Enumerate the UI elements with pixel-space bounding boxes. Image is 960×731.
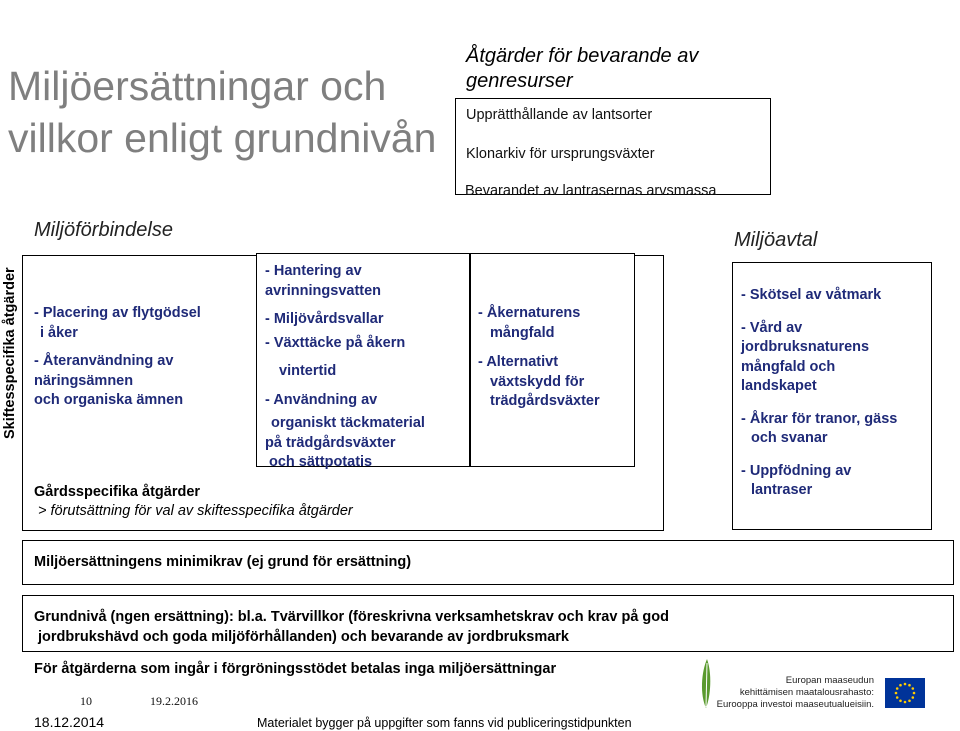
box3: [470, 253, 635, 467]
box2-text: [265, 262, 469, 473]
genetic-resources-title: [466, 44, 766, 94]
box1-line: och organiska ämnen: [34, 392, 184, 408]
eu-fund-line: Eurooppa investoi maaseutualueisiin.: [716, 699, 874, 710]
box2-line: - Miljövårdsvallar: [265, 311, 384, 327]
box3-line: växtskydd för: [490, 373, 585, 390]
footer-note: Materialet bygger på uppgifter som fanns vid publiceringstidpunkten: [257, 716, 632, 730]
box3-line: mångfald: [490, 324, 555, 341]
farm-specific-subtitle: > förutsättning för val av skiftesspecifika åtgärder: [38, 503, 353, 519]
miljoforbindelse-label: Miljöförbindelse: [34, 219, 173, 241]
miljoavtal-line: mångfald och: [741, 358, 836, 375]
grundniva-line1: Grundnivå (ngen ersättning): bl.a. Tvärvillkor (föreskrivna verksamhetskrav och krav på god: [34, 609, 669, 625]
miljoavtal-line: jordbruksnaturens: [741, 339, 870, 355]
box1-line: - Placering av flytgödsel: [34, 305, 201, 321]
grundniva-box: [22, 595, 954, 652]
genetic-title-line1: Åtgärder för bevarande av: [466, 45, 699, 67]
box3-line: - Alternativt: [478, 354, 559, 370]
eu-fund-line: Europan maaseudun: [785, 675, 874, 686]
miljoavtal-line: - Skötsel av våtmark: [741, 287, 882, 303]
genetic-title-line2: genresurser: [466, 70, 573, 92]
genetic-item: Bevarandet av lantrasernas arvsmassa: [465, 183, 717, 199]
box2-line: på trädgårdsväxter: [265, 434, 396, 451]
minimikrav-text: Miljöersättningens minimikrav (ej grund för ersättning): [34, 554, 412, 570]
box1-line: i åker: [40, 324, 78, 341]
box2-line: organiskt täckmaterial: [271, 415, 425, 431]
forgroning-text: För åtgärderna som ingår i förgröningsstödet betalas inga miljöersättningar: [34, 661, 557, 677]
minimikrav-box: [22, 540, 954, 585]
eu-fund-line: kehittämisen maatalousrahasto:: [739, 687, 874, 698]
miljoavtal-line: landskapet: [741, 378, 817, 394]
box3-line: trädgårdsväxter: [490, 393, 600, 409]
box2-line: vintertid: [279, 363, 337, 379]
miljoavtal-text: [741, 286, 931, 501]
miljoavtal-line: - Uppfödning av: [741, 462, 852, 479]
box1-text: [34, 304, 244, 411]
miljoavtal-label: Miljöavtal: [734, 229, 818, 251]
box1-line: - Återanvändning av: [34, 353, 174, 369]
miljoavtal-line: - Åkrar för tranor, gäss: [741, 410, 898, 427]
genetic-resources-box: [455, 98, 771, 195]
box2-line: - Växttäcke på åkern: [265, 334, 406, 351]
box3-text: [478, 304, 634, 412]
miljoavtal-line: lantraser: [751, 482, 813, 498]
page-title-line1: Miljöersättningar och: [8, 63, 387, 109]
genetic-item: Klonarkiv för ursprungsväxter: [466, 146, 655, 162]
box2: [256, 253, 470, 470]
footer-date: 18.12.2014: [34, 714, 105, 730]
farm-specific-title: Gårdsspecifika åtgärder: [34, 484, 201, 500]
page-number: 10: [80, 694, 92, 708]
genetic-item: Upprätthållande av lantsorter: [466, 107, 653, 123]
footer-date-small: 19.2.2016: [150, 694, 198, 708]
grundniva-line2: jordbrukshävd och goda miljöförhållanden) och bevarande av jordbruksmark: [38, 629, 569, 645]
box3-line: - Åkernaturens: [478, 305, 581, 321]
box1-line: näringsämnen: [34, 372, 134, 389]
miljoavtal-line: och svanar: [751, 430, 828, 446]
box2-line: - Användning av: [265, 391, 378, 408]
skiftesspecifika-vertical-label: Skiftesspecifika åtgärder: [2, 267, 18, 439]
page-title-line2: villkor enligt grundnivån: [8, 115, 437, 161]
miljoavtal-line: - Vård av: [741, 319, 803, 336]
eu-fund-text: [706, 675, 874, 711]
eu-flag-icon: [885, 678, 925, 708]
box2-line: - Hantering av: [265, 263, 362, 279]
page-title: [8, 60, 448, 164]
box2-line: avrinningsvatten: [265, 282, 382, 299]
miljoavtal-box: [732, 262, 932, 530]
box2-line: och sättpotatis: [269, 454, 373, 470]
